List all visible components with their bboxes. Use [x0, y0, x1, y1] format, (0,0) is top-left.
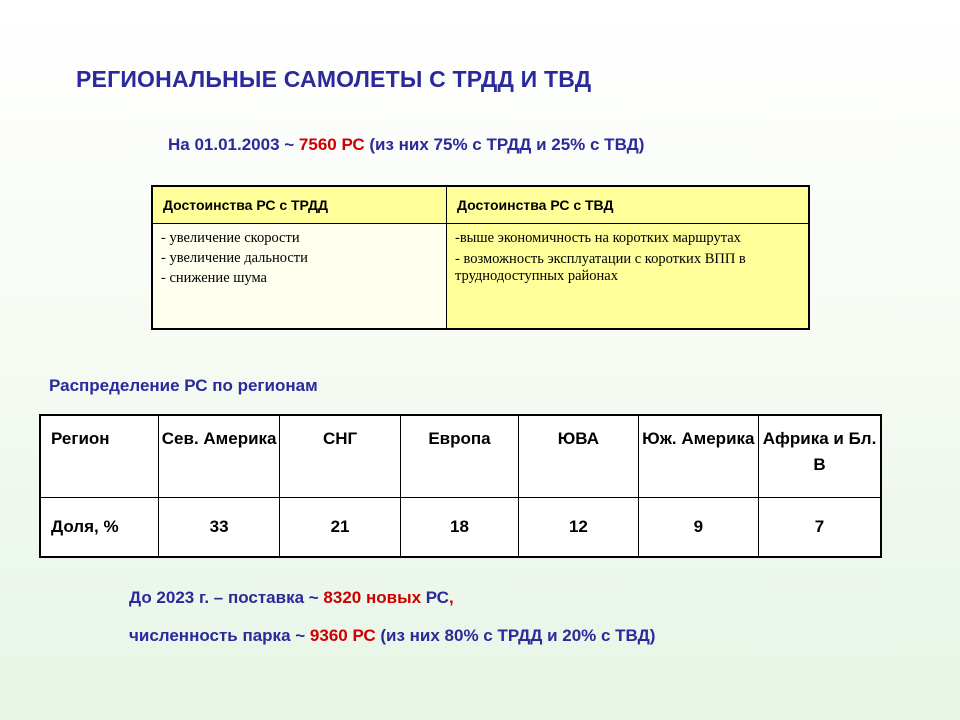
region-cell: Африка и Бл. В [759, 415, 881, 498]
advantage-item: -выше экономичность на коротких маршрутах [455, 230, 741, 246]
fleet-summary-prefix: На 01.01.2003 ~ [168, 135, 299, 154]
forecast-deliveries [129, 588, 454, 608]
page-title: РЕГИОНАЛЬНЫЕ САМОЛЕТЫ С ТРДД И ТВД [76, 66, 592, 92]
forecast-deliveries-end: , [448, 588, 454, 607]
turbofan-advantages-header: Достоинства РС с ТРДД [152, 186, 447, 224]
forecast-deliveries-mid: РС [421, 588, 449, 607]
fleet-summary-suffix: (из них 75% с ТРДД и 25% с ТВД) [364, 135, 645, 154]
advantage-item: - увеличение дальности [161, 250, 308, 266]
region-cell: ЮВА [519, 415, 638, 498]
share-cell: 7 [759, 498, 881, 558]
turboprop-advantages-header: Достоинства РС с ТВД [447, 186, 810, 224]
table-header-row [40, 415, 881, 498]
share-cell: 21 [280, 498, 400, 558]
share-cell: 12 [519, 498, 638, 558]
share-cell: 18 [400, 498, 518, 558]
forecast-fleet-suffix: (из них 80% с ТРДД и 20% с ТВД) [375, 626, 656, 645]
table-row [40, 498, 881, 558]
share-cell: 9 [638, 498, 758, 558]
region-distribution-table [39, 414, 882, 558]
fleet-count: 7560 РС [298, 135, 365, 154]
region-header-cell: Регион [40, 415, 158, 498]
forecast-deliveries-prefix: До 2023 г. – поставка ~ [129, 588, 324, 607]
turboprop-advantages-cell [447, 224, 810, 330]
region-cell: Юж. Америка [638, 415, 758, 498]
turbofan-advantages-cell [152, 224, 447, 330]
share-cell: 33 [158, 498, 279, 558]
distribution-heading: Распределение РС по регионам [49, 376, 318, 395]
region-cell: Европа [400, 415, 518, 498]
advantages-table [151, 185, 810, 330]
forecast-fleet-value: 9360 РС [309, 626, 376, 645]
forecast-fleet [129, 626, 655, 646]
forecast-deliveries-value: 8320 новых [323, 588, 422, 607]
region-cell: Сев. Америка [158, 415, 279, 498]
fleet-summary [168, 135, 644, 155]
region-cell: СНГ [280, 415, 400, 498]
advantage-item: - возможность эксплуатации с коротких ВПП в труднодоступных районах [455, 251, 746, 284]
share-header-cell: Доля, % [40, 498, 158, 558]
forecast-fleet-prefix: численность парка ~ [129, 626, 310, 645]
advantage-item: - увеличение скорости [161, 230, 300, 246]
advantage-item: - снижение шума [161, 270, 267, 286]
